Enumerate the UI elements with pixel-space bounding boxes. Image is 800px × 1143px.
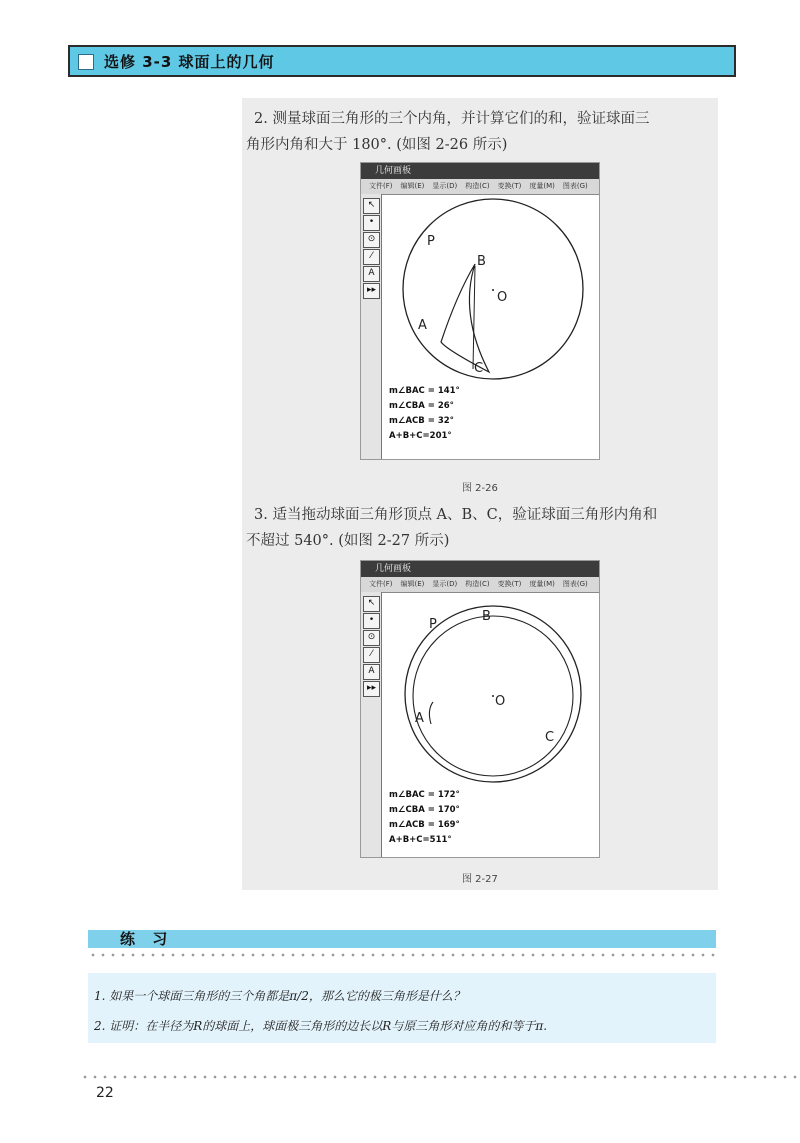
- menu-transform[interactable]: 变换(T): [497, 182, 522, 190]
- center-point: [492, 289, 494, 291]
- window-titlebar: [361, 561, 599, 577]
- compass-tool-icon[interactable]: ⊙: [363, 630, 380, 646]
- dotted-divider: [88, 953, 716, 957]
- menu-display[interactable]: 显示(D): [432, 580, 458, 588]
- measure-sum: A+B+C=201°: [389, 431, 452, 441]
- point-tool-icon[interactable]: •: [363, 215, 380, 231]
- label-b: B: [477, 254, 486, 269]
- footer-dotted-divider: [80, 1075, 800, 1079]
- menu-measure[interactable]: 度量(M): [529, 182, 555, 190]
- header-square-icon: [78, 54, 94, 70]
- line-tool-icon[interactable]: ⁄: [363, 249, 380, 265]
- menu-construct[interactable]: 构造(C): [465, 580, 490, 588]
- measure-sum: A+B+C=511°: [389, 835, 452, 845]
- measure-bac: m∠BAC = 172°: [389, 790, 460, 800]
- paragraph-step-2: 2. 测量球面三角形的三个内角，并计算它们的和，验证球面三: [254, 111, 650, 127]
- label-b: B: [482, 609, 491, 624]
- measurements: [389, 788, 460, 848]
- measure-acb: m∠ACB = 169°: [389, 820, 460, 830]
- figure-2-27-caption: 图 2-27: [462, 874, 498, 885]
- chapter-header: [68, 45, 736, 77]
- toolbox: [361, 592, 382, 857]
- exercise-label: 练 习: [120, 930, 174, 948]
- exercise-box: [88, 973, 716, 1043]
- menu-file[interactable]: 文件(F): [369, 182, 393, 190]
- label-p: P: [429, 617, 437, 632]
- spherical-triangle: [441, 264, 489, 372]
- menu-graph[interactable]: 图表(G): [562, 182, 588, 190]
- measure-bac: m∠BAC = 141°: [389, 386, 460, 396]
- chapter-title: 选修 3-3 球面上的几何: [104, 53, 275, 71]
- menu-bar: [361, 179, 599, 195]
- label-a: A: [418, 318, 427, 333]
- figure-2-27-window: [360, 560, 600, 858]
- measure-acb: m∠ACB = 32°: [389, 416, 454, 426]
- menu-display[interactable]: 显示(D): [432, 182, 458, 190]
- measurements: [389, 384, 460, 444]
- paragraph-step-3-cont: 不超过 540°. (如图 2-27 所示): [246, 533, 450, 549]
- text-tool-icon[interactable]: A: [363, 664, 380, 680]
- vertex-a-mark: [429, 702, 433, 724]
- menu-measure[interactable]: 度量(M): [529, 580, 555, 588]
- page-number: 22: [96, 1085, 114, 1101]
- menu-edit[interactable]: 编辑(E): [400, 182, 425, 190]
- menu-graph[interactable]: 图表(G): [562, 580, 588, 588]
- measure-cba: m∠CBA = 26°: [389, 401, 454, 411]
- menu-transform[interactable]: 变换(T): [497, 580, 522, 588]
- text-tool-icon[interactable]: A: [363, 266, 380, 282]
- label-o: O: [497, 290, 508, 305]
- measure-cba: m∠CBA = 170°: [389, 805, 460, 815]
- label-c: C: [545, 730, 555, 745]
- line-tool-icon[interactable]: ⁄: [363, 647, 380, 663]
- triangle-side-bc: [473, 266, 475, 369]
- window-title: 几何画板: [375, 564, 412, 574]
- sketch-canvas[interactable]: [381, 592, 599, 857]
- menu-file[interactable]: 文件(F): [369, 580, 393, 588]
- menu-construct[interactable]: 构造(C): [465, 182, 490, 190]
- toolbox: [361, 194, 382, 459]
- compass-tool-icon[interactable]: ⊙: [363, 232, 380, 248]
- custom-tool-icon[interactable]: ▸▸: [363, 283, 380, 299]
- window-titlebar: [361, 163, 599, 179]
- sphere-circle: [405, 606, 581, 782]
- arrow-tool-icon[interactable]: ↖: [363, 198, 380, 214]
- activity-panel: [242, 98, 718, 890]
- label-a: A: [415, 711, 424, 726]
- label-o: O: [495, 694, 506, 709]
- center-point: [492, 695, 494, 697]
- label-p: P: [427, 234, 435, 249]
- paragraph-step-2-cont: 角形内角和大于 180°. (如图 2-26 所示): [246, 137, 508, 153]
- window-title: 几何画板: [375, 166, 412, 176]
- sketch-canvas[interactable]: [381, 194, 599, 459]
- menu-bar: [361, 577, 599, 593]
- custom-tool-icon[interactable]: ▸▸: [363, 681, 380, 697]
- figure-2-26-window: [360, 162, 600, 460]
- figure-2-26-caption: 图 2-26: [462, 483, 498, 494]
- exercise-item-2: 2. 证明：在半径为R的球面上，球面极三角形的边长以R与原三角形对应角的和等于π.: [94, 1019, 548, 1033]
- label-c: C: [474, 361, 484, 376]
- exercise-item-1: 1. 如果一个球面三角形的三个角都是π/2，那么它的极三角形是什么？: [94, 989, 465, 1003]
- menu-edit[interactable]: 编辑(E): [400, 580, 425, 588]
- exercise-header: [88, 930, 716, 948]
- point-tool-icon[interactable]: •: [363, 613, 380, 629]
- arrow-tool-icon[interactable]: ↖: [363, 596, 380, 612]
- paragraph-step-3: 3. 适当拖动球面三角形顶点 A、B、C，验证球面三角形内角和: [254, 507, 658, 523]
